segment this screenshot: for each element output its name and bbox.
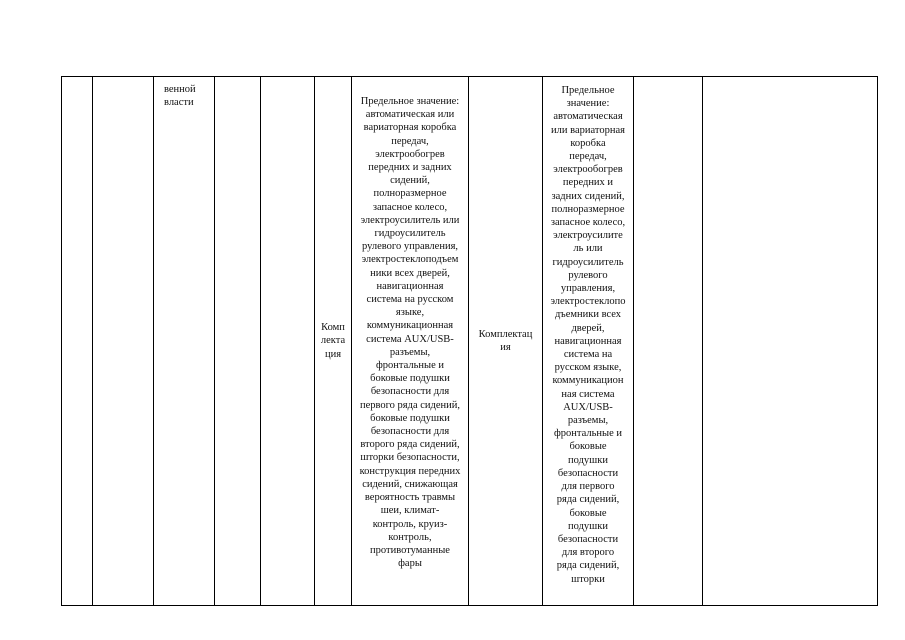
table-row bbox=[62, 77, 878, 606]
configuration-cell bbox=[469, 77, 543, 606]
authority-text: венной власти bbox=[164, 84, 196, 109]
limit-value-text: Предельное значение: автоматическая или вариаторная коробка передач, электрообогрев передних и задних сидений, полноразмерное запасное колесо, электроусилитель или гидроусилитель рулевого управления, электростеклоподъем ники всех дверей, навигационная система на русском языке, коммуникационная система AUX/USB- разъемы, фронтальные и боковые подушки безопасности для первого ряда сидений, боковые подушки безопасности для второго ряда сидений, шторки безопасности, конструкция передних сидений, снижающая вероятность травмы шеи, климат- контроль, круиз- контроль, противотуманные фары bbox=[359, 96, 461, 570]
limit-value-cell bbox=[352, 77, 469, 606]
configuration-label-cell bbox=[315, 77, 352, 606]
empty-cell-4 bbox=[215, 77, 261, 606]
empty-cell-10 bbox=[634, 77, 703, 606]
configuration-text: Комплектац ия bbox=[478, 328, 533, 353]
empty-cell-11 bbox=[703, 77, 878, 606]
empty-cell-1 bbox=[62, 77, 93, 606]
empty-cell-5 bbox=[261, 77, 315, 606]
limit-value-cell-2 bbox=[543, 77, 634, 606]
authority-cell bbox=[154, 77, 215, 606]
limit-value-text-2: Предельное значение: автоматическая или вариаторная коробка передач, электрообогрев передних и задних сидений, полноразмерное запасное колесо, электроусилите ль или гидроусилитель рулевого управления, электростеклопо дъемники всех дверей, навигационная система на русском языке, коммуникацион ная система AUX/USB- разъемы, фронтальные и боковые подушки безопасности для первого ряда сидений, боковые подушки безопасности для второго ряда сидений, шторки bbox=[550, 85, 626, 585]
specification-table bbox=[61, 76, 878, 606]
configuration-label: Комп лекта ция bbox=[320, 322, 346, 360]
empty-cell-2 bbox=[93, 77, 154, 606]
